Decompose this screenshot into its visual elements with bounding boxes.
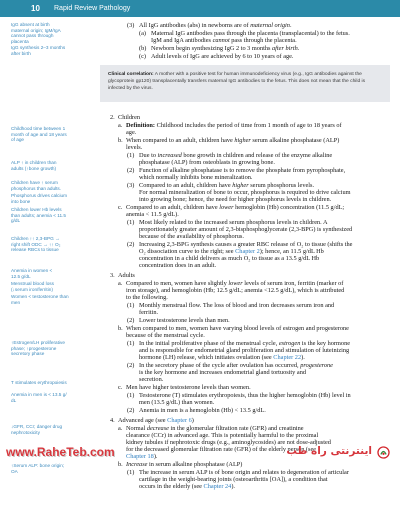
line-text [126, 280, 343, 287]
text-run: ). [153, 453, 158, 460]
text-line [139, 340, 390, 347]
item-marker: (2) [127, 407, 135, 414]
outline-item [0, 272, 400, 279]
book-title: Rapid Review Pathology [54, 5, 131, 12]
text-run: pass through the placenta. [229, 37, 297, 44]
outline-item [0, 392, 400, 406]
line-text: levels. [126, 144, 143, 151]
page-number: 10 [31, 4, 40, 13]
outline-item [0, 384, 400, 391]
outline-item [0, 469, 400, 490]
watermark-persian: اینترنتی راه طب [286, 445, 372, 457]
text-run: ); hence, an 11.5 g/dL Hb [259, 248, 324, 255]
item-marker: (2) [127, 362, 135, 369]
line-text [139, 362, 333, 369]
text-run: A mother with a positive test for human immunodeficiency virus (e.g., IgG antibodies against the [153, 72, 362, 77]
line-text: to the following. [126, 294, 168, 301]
emphasis-text: higher [234, 137, 251, 144]
line-text: glycoprotein gp120) transplacentally transfers maternal IgG antibodies to the fetus. This does not mean that the child is [108, 79, 366, 84]
outline-item [0, 241, 400, 269]
line-text: Anemia in men is a hemoglobin (Hb) < 13.5 g/dL. [139, 407, 266, 414]
item-marker: (a) [139, 30, 146, 37]
text-line [126, 384, 390, 391]
item-marker: 3. [110, 272, 115, 279]
outline-main-section [0, 114, 400, 490]
text-run: ) [191, 417, 194, 424]
outline-item [0, 219, 400, 240]
item-marker: b. [118, 461, 123, 468]
text-line [126, 294, 390, 301]
line-text: ↑Serum ALP: bone origin; [11, 463, 65, 468]
line-text [126, 122, 342, 129]
line-text: ALP ↑ in children than [11, 160, 57, 165]
item-marker: (2) [127, 167, 135, 174]
line-text: IgG synthesis 2–3 months [11, 45, 66, 50]
clinical-correlation-text [108, 71, 383, 92]
line-text: men (13.5 g/dL) than women. [139, 399, 215, 406]
text-line [126, 332, 390, 339]
item-marker: (b) [139, 45, 147, 52]
item-marker: (2) [127, 241, 135, 248]
text-line [126, 461, 390, 468]
chapter-link[interactable]: Chapter 18 [126, 453, 154, 460]
text-run: All IgG antibodies (abs) in newborns are of [139, 22, 251, 29]
line-text: is the key hormone and increases endometrial gland tortuosity and [139, 369, 306, 376]
text-line [126, 425, 390, 432]
outline-item [0, 152, 400, 166]
line-text: OA [11, 468, 18, 474]
raheteb-logo-icon [377, 446, 390, 459]
line-text: into growing bone; hence, the need for higher phosphorus levels in children. [139, 196, 332, 203]
text-run: . [289, 22, 292, 29]
text-line [139, 309, 390, 316]
line-text: Children lower Hb levels [11, 207, 62, 212]
text-run: Normal [126, 425, 147, 432]
text-line [139, 255, 390, 262]
line-text [126, 461, 242, 468]
line-text: concentration does in an adult. [139, 262, 217, 269]
chapter-link[interactable]: Chapter 22 [273, 354, 302, 361]
text-line [126, 144, 390, 151]
chapter-link[interactable]: Chapter 2 [235, 248, 260, 255]
text-run: serum phosphorus levels. [248, 182, 315, 189]
line-text: Adult levels of IgG are achieved by 6 to 10 years of age. [151, 53, 294, 60]
watermark-site: www.RaheTeb.com [6, 445, 115, 459]
clinical-correlation-box [100, 65, 390, 102]
line-text: Anemia in men is < 13.5 g/ [11, 392, 67, 397]
line-text [139, 354, 305, 361]
outline-item [0, 182, 400, 203]
text-line [139, 354, 390, 361]
text-line [126, 137, 390, 144]
text-run: is the key hormone [300, 340, 351, 347]
line-text [108, 71, 362, 78]
item-marker: c. [118, 384, 123, 391]
text-run: levels of serum iron, ferritin (marker of [242, 280, 344, 287]
text-run: When compared to an adult, children have [126, 137, 235, 144]
line-text: Maternal IgG antibodies pass through the placenta (transplacental) to the fetus. [151, 30, 350, 37]
text-line [126, 325, 390, 332]
text-line [139, 182, 390, 189]
item-marker: a. [118, 425, 123, 432]
line-text: When compared to men, women have varying blood levels of estrogen and progesterone [126, 325, 349, 332]
text-run: O₂ dissociation curve to the right; see [139, 248, 236, 255]
emphasis-text: maternal origin [250, 22, 290, 29]
outline-item [0, 204, 400, 218]
line-text: Most likely related to the increased serum phosphorus levels in children. A [139, 219, 328, 226]
text-run: Compared to an adult, children have [139, 182, 233, 189]
line-text: Children [118, 114, 141, 121]
text-run: Childhood includes the period of time from 1 month of age to 18 years of [155, 122, 342, 129]
line-text: secretion. [139, 376, 164, 383]
emphasis-text: Increase [126, 461, 148, 468]
outline-item [0, 45, 400, 52]
emphasis-text: higher [232, 182, 249, 189]
line-text: iron storage), and hemoglobin (Hb; 12.5 g/dL; anemia <12.5 g/dL), which is attributed [126, 287, 345, 294]
text-line [139, 226, 390, 233]
line-text: Children have ↑ serum [11, 180, 58, 185]
line-text: which normally inhibits bone mineralization. [139, 174, 253, 181]
outline-top-section [0, 22, 400, 60]
line-text: g/dL [11, 218, 21, 224]
text-run: . [297, 45, 300, 52]
line-text: placenta [11, 38, 29, 44]
line-text: Childhood time between 1 [11, 126, 66, 131]
line-text: for the decreased glomerular filtration rate (GFR) of the elderly person (see [126, 446, 317, 453]
line-text [139, 22, 292, 29]
item-marker: (1) [127, 392, 135, 399]
text-line [126, 129, 390, 136]
chapter-link[interactable]: Chapter 6 [167, 417, 192, 424]
bold-term: Definition: [126, 122, 156, 129]
text-line [139, 241, 390, 248]
item-marker: (1) [127, 219, 135, 226]
emphasis-text: progesterone [300, 362, 333, 369]
item-marker: (2) [127, 317, 135, 324]
text-run: in serum alkaline phosphatase (ALP) [147, 461, 243, 468]
outline-item [0, 362, 400, 383]
line-text [139, 248, 324, 255]
text-line [126, 122, 390, 129]
line-text: Adults [118, 272, 135, 279]
emphasis-text: decrease [146, 425, 169, 432]
line-text [151, 37, 297, 44]
line-text: Testosterone (T) stimulates erythropoiesis, thus the higher hemoglobin (Hb) level in [139, 392, 351, 399]
line-text: adults (↑bone growth) [11, 165, 57, 171]
line-text: clearance (CCr) in advanced age. This is potentially harmful to the proximal [126, 432, 319, 439]
text-line [139, 196, 390, 203]
item-marker: (3) [127, 182, 135, 189]
line-text [139, 152, 332, 159]
text-line [139, 22, 390, 29]
item-marker: c. [118, 204, 123, 211]
line-text: secretory phase [11, 351, 45, 357]
line-text: right shift ODC → ↑↑ O₂ [11, 241, 61, 247]
line-text: Children ↑↑ 2,3-BPG → [11, 236, 60, 241]
line-text: proportionately greater amount of 2,3-bisphosphoglycerate (2,3-BPG) is synthesized [139, 226, 353, 233]
outline-item [0, 417, 400, 424]
outline-item [0, 137, 400, 151]
text-run: hormone (LH) release, which initiates ovulation (see [139, 354, 274, 361]
text-line [139, 369, 390, 376]
item-marker: (1) [127, 340, 135, 347]
text-line [139, 219, 390, 226]
text-run: serum alkaline phosphatase (ALP) [250, 137, 340, 144]
line-text: The increase in serum ALP is of bone origin and relates to degeneration of articular [139, 469, 349, 476]
text-line [118, 417, 390, 424]
line-text: anemia < 11.5 g/dL). [126, 211, 179, 218]
line-text: Anemia in women < [11, 268, 53, 273]
line-text: release RBCs to tissue [11, 247, 59, 253]
outline-item [0, 325, 400, 339]
text-line [126, 432, 390, 439]
line-text: 12.5 g/dL [11, 273, 31, 279]
emphasis-text: cannot [212, 37, 230, 44]
item-marker: (3) [127, 22, 135, 29]
line-text: men [11, 299, 21, 305]
outline-item [0, 317, 400, 324]
line-text: ↑Estrogen/LH proliferative [11, 340, 65, 345]
item-marker: a. [118, 122, 123, 129]
line-text [126, 453, 157, 460]
line-text: T stimulates erythropoiesis [11, 380, 67, 385]
text-run: Due to [139, 152, 158, 159]
line-text: phosphorus than adults. [11, 185, 62, 191]
line-text: ferritin. [139, 309, 159, 316]
line-text: concentration in a child delivers as much O₂ to tissue as a 13.5 g/dL Hb [139, 255, 320, 262]
line-text [118, 417, 194, 424]
outline-item [0, 280, 400, 301]
text-line [151, 37, 390, 44]
line-text: into bone [11, 198, 31, 204]
text-line [139, 376, 390, 383]
text-run: Compared to an adult, children have [126, 204, 220, 211]
line-text: cannot pass through [11, 33, 54, 39]
line-text: than adults; anemia < 11.5 [11, 212, 67, 218]
text-line [139, 347, 390, 354]
text-run: in the glomerular filtration rate (GFR) and creatinine [168, 425, 304, 432]
emphasis-text: after birth [272, 45, 298, 52]
line-text: Increasing 2,3-BPG synthesis causes a greater RBC release of O₂ to tissue (shifts the [139, 241, 353, 248]
outline-item [0, 50, 400, 60]
line-text: month of age and 18 years [11, 131, 67, 137]
line-text [126, 137, 339, 144]
text-line [139, 159, 390, 166]
outline-item [0, 407, 400, 414]
line-text: Men have higher testosterone levels than women. [126, 384, 251, 391]
line-text [139, 182, 314, 189]
text-line [139, 317, 390, 324]
outline-item [0, 27, 400, 44]
item-marker: 2. [110, 114, 115, 121]
text-line [151, 45, 390, 52]
item-marker: a. [118, 280, 123, 287]
item-marker: 4. [110, 417, 115, 424]
outline-item [0, 461, 400, 468]
callout-line [108, 71, 383, 78]
line-text: because of the availability of phosphorus. [139, 233, 244, 240]
line-text: kidney tubules if nephrotoxic drugs (e.g., aminoglycosides) are not dose-adjusted [126, 439, 331, 446]
text-line [139, 362, 390, 369]
outline-item [0, 167, 400, 181]
text-line [139, 152, 390, 159]
line-text: nephrotoxicity [11, 429, 40, 435]
outline-item [0, 299, 400, 316]
text-run: Newborn begin synthesizing IgG 2 to 3 months [151, 45, 273, 52]
text-line [139, 407, 390, 414]
line-text [126, 204, 344, 211]
outline-item [0, 22, 400, 29]
callout-line [108, 85, 383, 92]
text-run: occurs in the elderly (see [139, 483, 204, 490]
line-text: phosphatase (ALP) from osteoblasts in growing bone. [139, 159, 275, 166]
text-line [139, 167, 390, 174]
text-run: ). [231, 483, 235, 490]
item-marker: b. [118, 137, 123, 144]
text-line [139, 174, 390, 181]
text-line [139, 262, 390, 269]
text-run: Compared to men, women have slightly [126, 280, 229, 287]
line-text: ↓GFR, CCr; danger drug [11, 424, 63, 429]
text-run: ). [301, 354, 305, 361]
line-text: after birth [11, 50, 31, 56]
text-run: IgM and IgA antibodies [151, 37, 213, 44]
outline-item [0, 340, 400, 361]
text-line [151, 30, 390, 37]
text-line [139, 302, 390, 309]
text-line [118, 114, 390, 121]
text-line [151, 53, 390, 60]
item-marker: (1) [127, 469, 135, 476]
outline-item [0, 122, 400, 136]
line-text: because of the menstrual cycle. [126, 332, 205, 339]
emphasis-text: lower [228, 280, 243, 287]
text-line [118, 272, 390, 279]
line-text: Menstrual blood loss [11, 281, 54, 286]
bold-term: Clinical correlation: [108, 72, 154, 77]
callout-line [108, 78, 383, 85]
line-text: phase; ↑progesterone [11, 345, 57, 351]
text-line [139, 399, 390, 406]
text-run: bone growth in children and release of the enzyme alkaline [181, 152, 333, 159]
text-run: In the initial proliferative phase of the menstrual cycle, [139, 340, 279, 347]
text-run: Advanced age (see [118, 417, 168, 424]
line-text [139, 483, 235, 490]
text-line [139, 483, 390, 490]
chapter-link[interactable]: Chapter 24 [203, 483, 232, 490]
line-text: IgG absent at birth [11, 22, 50, 27]
emphasis-text: increased [157, 152, 182, 159]
line-text: (↓serum iron/ferritin) [11, 286, 53, 292]
line-text: Function of alkaline phosphatase is to remove the phosphate from pyrophosphate, [139, 167, 346, 174]
line-text: and is responsible for endometrial gland proliferation and stimulation of luteinizing [139, 347, 350, 354]
text-line [139, 469, 390, 476]
line-text: maternal origin; IgM/IgA [11, 27, 61, 33]
text-line [126, 280, 390, 287]
text-line [139, 233, 390, 240]
item-marker: (1) [127, 302, 135, 309]
text-line [139, 189, 390, 196]
item-marker: b. [118, 325, 123, 332]
text-line [139, 392, 390, 399]
line-text: Women < testosterone than [11, 294, 69, 299]
line-text [151, 45, 299, 52]
line-text: For normal mineralization of bone to occur, phosphorus is required to drive calcium [139, 189, 351, 196]
text-line [139, 476, 390, 483]
item-marker: (c) [139, 53, 146, 60]
outline-item [0, 114, 400, 121]
text-run: hemoglobin (Hb) concentration (11.5 g/dL; [233, 204, 345, 211]
emphasis-text: estrogen [278, 340, 301, 347]
text-line [126, 211, 390, 218]
line-text: dL [11, 397, 17, 403]
line-text: Lower testosterone levels than men. [139, 317, 230, 324]
line-text: Phosphorus drives calcium [11, 193, 68, 198]
line-text: age. [126, 129, 137, 136]
line-text [139, 340, 350, 347]
text-line [126, 204, 390, 211]
line-text: cartilage in the weight-bearing joints (osteoarthritis [OA]), a condition that [139, 476, 328, 483]
item-marker: (1) [127, 152, 135, 159]
line-text: of age [11, 137, 25, 143]
line-text: infected by the virus. [108, 86, 153, 91]
text-run: In the secretory phase of the cycle after ovulation has occurred, [139, 362, 301, 369]
line-text [126, 425, 304, 432]
line-text: Monthly menstrual flow. The loss of blood and iron decreases serum iron and [139, 302, 335, 309]
text-line [139, 248, 390, 255]
emphasis-text: lower [219, 204, 234, 211]
text-line [126, 287, 390, 294]
